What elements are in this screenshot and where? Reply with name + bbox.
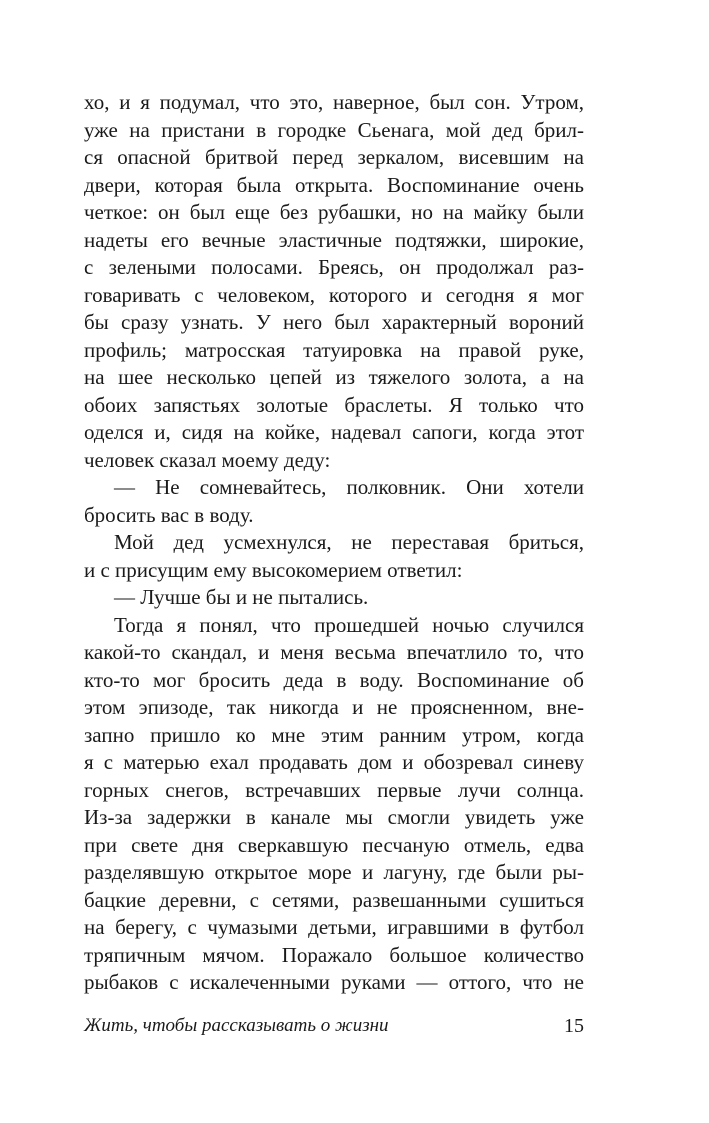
text-line: обоих запястьях золотые браслеты. Я только что bbox=[84, 392, 584, 417]
text-line: кто-то мог бросить деда в воду. Воспоминание об bbox=[84, 667, 584, 692]
text-line: ся опасной бритвой перед зеркалом, висевшим на bbox=[84, 145, 584, 169]
text-line: оделся и, сидя на койке, надевал сапоги, когда этот bbox=[84, 420, 584, 444]
text-line: двери, которая была открыта. Воспоминание очень bbox=[84, 172, 584, 197]
text-line: горных снегов, встречавших первые лучи солнца. bbox=[84, 777, 584, 802]
text-line: с зелеными полосами. Бреясь, он продолжал раз- bbox=[84, 255, 584, 279]
text-line: бацкие деревни, с сетями, развешанными сушиться bbox=[84, 887, 584, 912]
text-line: Из-за задержки в канале мы смогли увидеть уже bbox=[84, 805, 584, 829]
page-body-text bbox=[84, 89, 584, 997]
text-line: профиль; матросская татуировка на правой руке, bbox=[84, 337, 584, 362]
text-line: уже на пристани в городке Сьенага, мой дед брил- bbox=[84, 117, 584, 142]
text-line: Мой дед усмехнулся, не переставая бриться, bbox=[114, 530, 584, 554]
running-title: Жить, чтобы рассказывать о жизни bbox=[84, 1015, 389, 1036]
text-line: — Лучше бы и не пытались. bbox=[114, 585, 369, 609]
text-line: разделявшую открытое море и лагуну, где были ры- bbox=[84, 860, 584, 884]
text-line: Тогда я понял, что прошедшей ночью случился bbox=[114, 612, 584, 637]
text-line: надеты его вечные эластичные подтяжки, широкие, bbox=[84, 227, 584, 252]
text-line: запно пришло ко мне этим ранним утром, когда bbox=[84, 722, 584, 747]
text-line: человек сказал моему деду: bbox=[84, 447, 331, 472]
text-line: тряпичным мячом. Поражало большое количество bbox=[84, 942, 584, 967]
text-line: бросить вас в воду. bbox=[84, 502, 254, 527]
page-number: 15 bbox=[564, 1015, 584, 1037]
text-line: я с матерью ехал продавать дом и обозревал синеву bbox=[84, 750, 584, 774]
text-line: какой-то скандал, и меня весьма впечатлило то, что bbox=[84, 640, 584, 664]
text-line: рыбаков с искалеченными руками — оттого, что не bbox=[84, 970, 584, 994]
text-line: при свете дня сверкавшую песчаную отмель, едва bbox=[84, 832, 584, 857]
page-footer bbox=[84, 1011, 584, 1041]
text-line: говаривать с человеком, которого и сегодня я мог bbox=[84, 282, 584, 307]
text-line: на берегу, с чумазыми детьми, игравшими в футбол bbox=[84, 915, 584, 939]
text-line: — Не сомневайтесь, полковник. Они хотели bbox=[114, 475, 584, 499]
text-line: бы сразу узнать. У него был характерный вороний bbox=[84, 310, 584, 334]
text-line: четкое: он был еще без рубашки, но на майку были bbox=[84, 200, 584, 224]
text-line: на шее несколько цепей из тяжелого золота, а на bbox=[84, 365, 584, 389]
text-line: и с присущим ему высокомерием ответил: bbox=[84, 557, 463, 582]
text-line: хо, и я подумал, что это, наверное, был сон. Утром, bbox=[84, 90, 584, 114]
text-line: этом эпизоде, так никогда и не проясненном, вне- bbox=[84, 695, 584, 719]
